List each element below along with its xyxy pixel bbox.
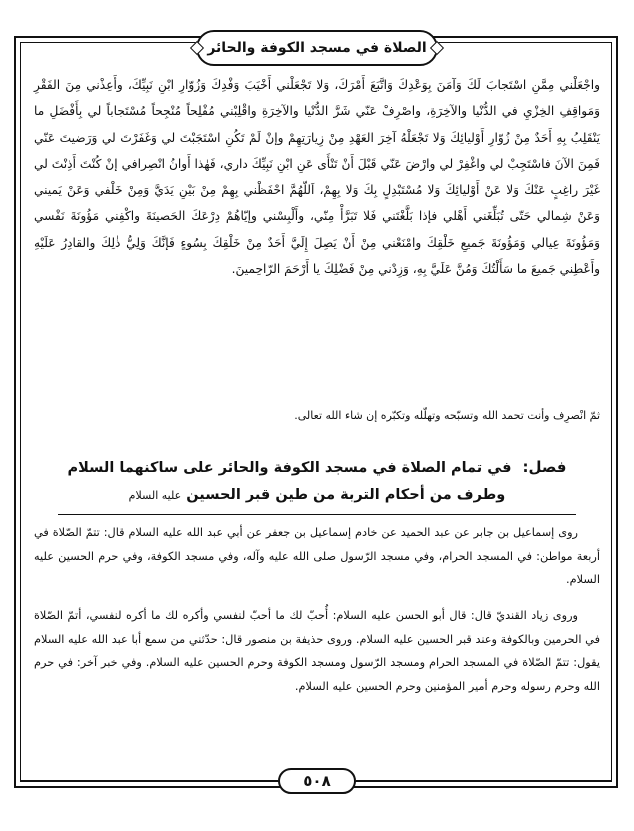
running-header-title: الصلاة في مسجد الكوفة والحائر — [207, 40, 427, 56]
narration-block-2 — [34, 604, 600, 699]
chapter-heading-line-2 — [34, 482, 600, 509]
narration-paragraph: وروى زياد القنديّ قال: قال أبو الحسن عليه السلام: أُحبّ لك ما أحبّ لنفسي وأكره لك ما أكره لنفسي، أتمّ الصّلاة في الحرمين وبالكوفة وعند قبر الحسين عليه السلام. وروى حذيفة بن منصور قال: حدّثني من سمع أبا عبد الله عليه السلام يقول: تتمّ الصّلاة في المسجد الحرام ومسجد الرّسول ومسجد الكوفة وحرم الحسين عليه السلام. وفي خبر آخر: في حرم الله وحرم رسوله وحرم أمير المؤمنين وحرم الحسين عليه السلام. — [34, 609, 600, 694]
page-number-frame — [278, 768, 356, 794]
section-divider — [58, 514, 576, 515]
chapter-heading-line-1 — [34, 454, 600, 482]
chapter-title-2: وطرف من أحكام التربة من طين قبر الحسين — [186, 487, 506, 503]
closing-instruction: ثمّ انْصرِف وأنت تحمد الله وتسبّحه وتهلّله وتكبّره إن شاء الله تعالى. — [294, 409, 600, 422]
narration-paragraph: روى إسماعيل بن جابر عن عبد الحميد عن خادم إسماعيل بن جعفر عن أبي عبد الله عليه السلام قال: تتمّ الصّلاة في أربعة مواطن: في المسجد الحرام، وفي مسجد الرّسول صلى الله عليه وآله، وفي مسجد الكوفة، وفي حرم الحسين عليه السلام. — [34, 526, 600, 587]
footer-rule-left — [20, 780, 278, 781]
footer-rule-right — [356, 780, 612, 781]
prayer-paragraph: واجْعَلْني مِمَّنِ اسْتَجابَ لَكَ وَآمَنَ بِوَعْدِكَ وَاتَّبَعَ أَمْرَكَ، وَلا تَجْعَلْني أَخْيَبَ وَفْدِكَ وَزُوّارِ ابْنِ نَبِيِّكَ، وأَعِذْني مِنَ الفَقْرِ وَمَواقِفِ الخِزْيِ في الدُّنْيا والآخِرَةِ، واصْرِفْ عَنّي شَرَّ الدُّنْيا والآخِرَةِ واقْلِبْني مُفْلِحاً مُنْجِحاً مُسْتَجاباً لي بِأَفْضَلِ ما يَنْقَلِبُ بِهِ أَحَدٌ مِنْ زُوّارِ أَوْليائِكَ وَلا تَجْعَلْهُ آخِرَ العَهْدِ مِنْ زِيارَتِهِمْ وإنْ لَمْ تَكُنِ اسْتَجَبْتَ لي وَغَفَرْتَ لي وَرَضيتَ عَنّي فَمِنَ الآنَ فاسْتَجِبْ لي واغْفِرْ لي وارْضَ عَنّي قَبْلَ أَنْ تَنْأَى عَنِ ابْنِ نَبِيِّكَ داري، فَهٰذا أَوانُ انْصِرافي إنْ كُنْتَ أَذِنْتَ لي غَيْرَ راغِبٍ عَنْكَ وَلا عَنْ أَوْليائِكَ وَلا مُسْتَبْدِلٍ بِكَ وَلا بِهِمْ، اَللّهُمَّ احْفَظْني بِهِمْ مِنْ بَيْنِ يَدَيَّ وَمِنْ خَلْفي وَعَنْ يَميني وَعَنْ شِمالي حَتّى تُبَلِّغَني أَهْلي فإذا بَلَّغْتَني فَلا تَبَرَّأْ مِنّي، وأَلْبِسْني وإيّاهُمْ دِرْعَكَ الحَصينَةَ واكْفِني مَؤُونَةَ نَفْسي وَمَؤُونَةَ عِيالي وَمَؤُونَةَ جَميعِ خَلْقِكَ وامْنَعْني مِنْ أَنْ يَصِلَ إِلَيَّ أَحَدٌ مِنْ خَلْقِكَ بِسُوءٍ فَإنَّكَ وَلِيُّ ذٰلِكَ والقادِرُ عَلَيْهِ وأَعْطِني جَميعَ ما سَأَلْتُكَ وَمُنَّ عَلَيَّ بِهِ، وَزِدْني مِنْ فَضْلِكَ يا أَرْحَمَ الرّاحِمينَ. — [34, 78, 600, 277]
running-header — [196, 30, 438, 66]
chapter-label: فصل: — [522, 458, 567, 476]
chapter-title-1: في تمام الصلاة في مسجد الكوفة والحائر على ساكنهما السلام — [67, 460, 512, 476]
chapter-heading — [34, 454, 600, 509]
honorific-glyph: عليه السلام — [128, 489, 182, 502]
page-number: ٥٠٨ — [303, 772, 331, 790]
prayer-text — [34, 72, 600, 282]
narration-block-1 — [34, 521, 600, 592]
